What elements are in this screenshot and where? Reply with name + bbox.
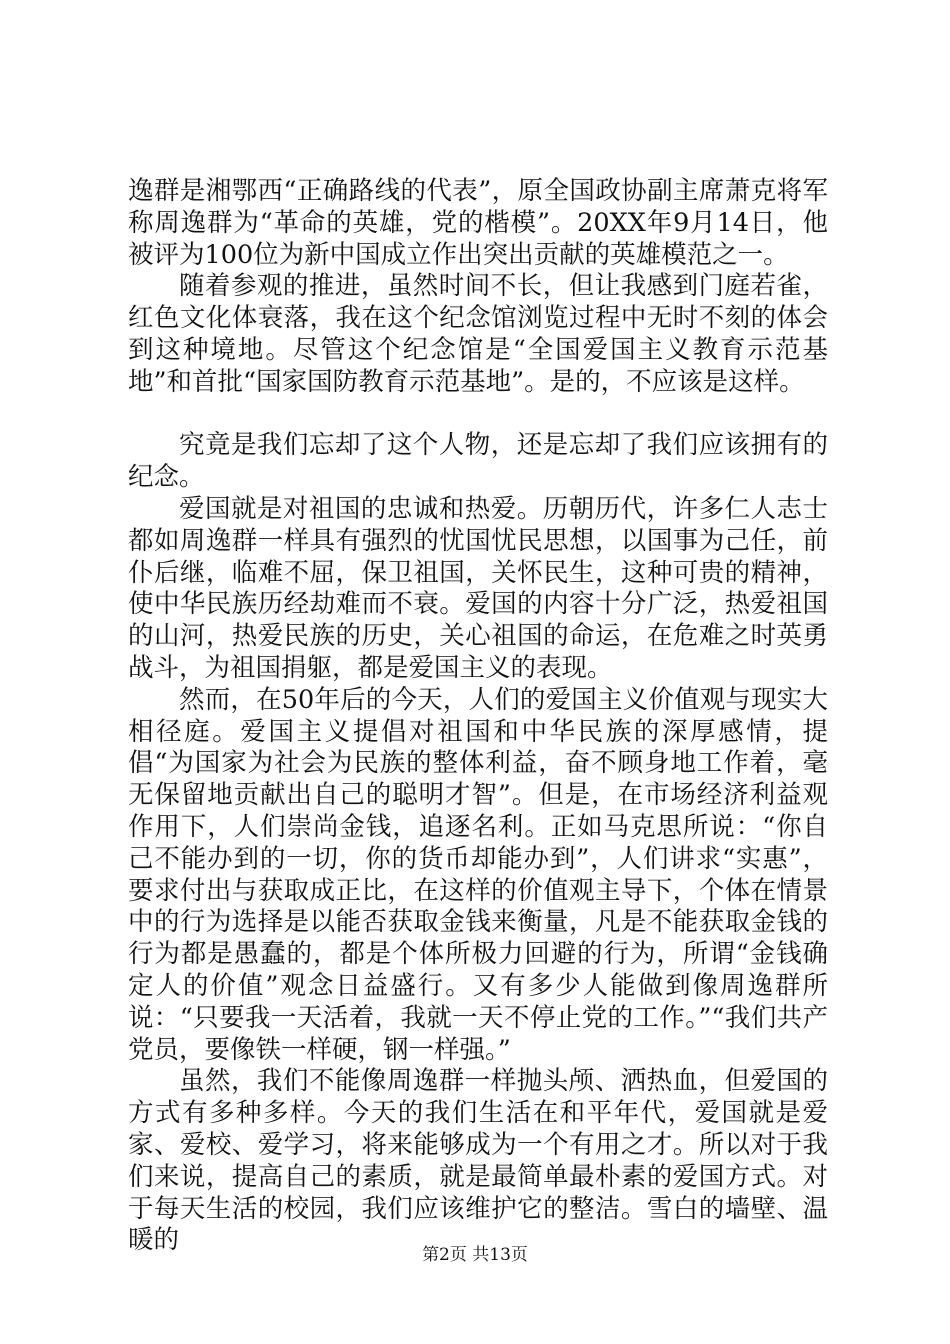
paragraph-3: 究竟是我们忘却了这个人物，还是忘却了我们应该拥有的纪念。 xyxy=(128,430,828,493)
paragraph-5: 然而，在50年后的今天，人们的爱国主义价值观与现实大相径庭。爱国主义提倡对祖国和中华民族的深厚感情，提倡“为国家为社会为民族的整体利益，奋不顾身地工作着，毫无保留地贡献出自己的聪明才智”。但是，在市场经济利益观作用下，人们崇尚金钱，追逐名利。正如马克思所说：“你自己不能办到的一切，你的货币却能办到”，人们讲求“实惠”，要求付出与获取成正比，在这样的价值观主导下，个体在情景中的行为选择是以能否获取金钱来衡量，凡是不能获取金钱的行为都是愚蠢的，都是个体所极力回避的行为，所谓“金钱确定人的价值”观念日益盛行。又有多少人能做到像周逸群所说：“只要我一天活着，我就一天不停止党的工作。”“我们共产党员，要像铁一样硬，钢一样强。” xyxy=(128,684,828,1065)
paragraph-1: 逸群是湘鄂西“正确路线的代表”，原全国政协副主席萧克将军称周逸群为“革命的英雄，党的楷模”。20XX年9月14日，他被评为100位为新中国成立作出突出贡献的英雄模范之一。 xyxy=(128,176,828,270)
paragraph-6: 虽然，我们不能像周逸群一样抛头颅、洒热血，但爱国的方式有多种多样。今天的我们生活在和平年代，爱国就是爱家、爱校、爱学习，将来能够成为一个有用之才。所以对于我们来说，提高自己的素质，就是最简单最朴素的爱国方式。对于每天生活的校园，我们应该维护它的整洁。雪白的墙壁、温暖的 xyxy=(128,1066,828,1256)
paragraph-4: 爱国就是对祖国的忠诚和热爱。历朝历代，许多仁人志士都如周逸群一样具有强烈的忧国忧民思想，以国事为己任，前仆后继，临难不屈，保卫祖国，关怀民生，这种可贵的精神，使中华民族历经劫难而不衰。爱国的内容十分广泛，热爱祖国的山河，热爱民族的历史，关心祖国的命运，在危难之时英勇战斗，为祖国捐躯，都是爱国主义的表现。 xyxy=(128,493,828,683)
page-number-footer: 第2页 共13页 xyxy=(422,1245,528,1265)
paragraph-2: 随着参观的推进，虽然时间不长，但让我感到门庭若雀，红色文化体衰落，我在这个纪念馆浏览过程中无时不刻的体会到这种境地。尽管这个纪念馆是“全国爱国主义教育示范基地”和首批“国家国防教育示范基地”。是的，不应该是这样。 xyxy=(128,271,828,397)
document-body xyxy=(128,176,828,1257)
